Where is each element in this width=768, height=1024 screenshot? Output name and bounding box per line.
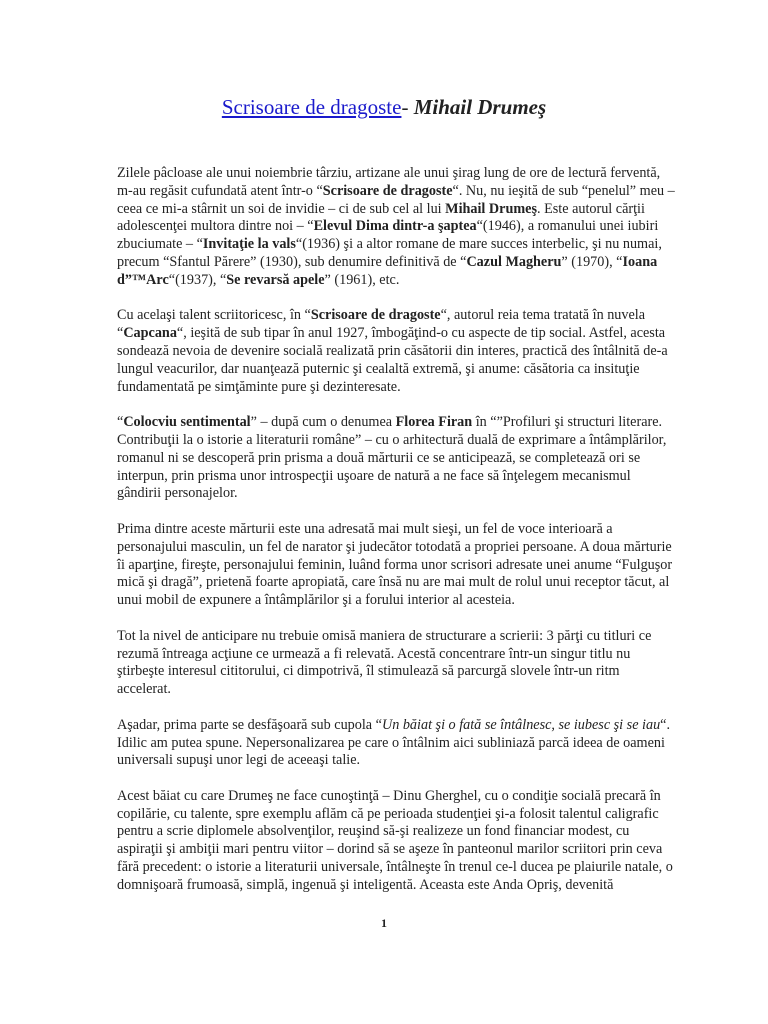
- bold-text: Scrisoare de dragoste: [322, 182, 453, 199]
- paragraph: [117, 521, 677, 610]
- paragraph-text: Zilele pâcloase ale unui noiembrie târziu, artizane ale unui şirag lung de ore de lectură ferventă, m-au regăsit cufundată atent într-o “: [117, 165, 661, 199]
- title-dash: -: [401, 95, 409, 119]
- paragraph-text: Cu acelaşi talent scriitoricesc, în “: [117, 307, 311, 324]
- paragraph: [117, 788, 677, 895]
- body-text: [117, 165, 677, 912]
- bold-text: Mihail Drumeş: [445, 200, 537, 217]
- paragraph-text: Aşadar, prima parte se desfăşoară sub cupola “: [117, 716, 382, 733]
- bold-text: Cazul Magheru: [466, 253, 562, 270]
- paragraph-text: “, autorul reia tema tratată în nuvela “: [117, 307, 646, 342]
- page-number: 1: [381, 916, 387, 930]
- page-title: [0, 94, 768, 120]
- paragraph: [117, 165, 677, 290]
- paragraph-text: Tot la nivel de anticipare nu trebuie omisă maniera de structurare a scrierii: 3 părţi cu titluri ce rezumă întreaga acţiune ce urmează a fi relevată. Acestă concentrare într-un singur titlu nu ştirbeşte interesul cititorului, ci dimpotrivă, îl stimulează să parcurgă slovele într-un ritm accelerat.: [117, 627, 652, 698]
- bold-text: Colocviu sentimental: [123, 414, 251, 431]
- paragraph-text: . Este autorul cărţii adolescenţei multora dintre noi – “: [117, 200, 645, 235]
- paragraph-text: ” (1961), etc.: [324, 271, 400, 288]
- bold-text: Scrisoare de dragoste: [310, 307, 441, 324]
- paragraph-text: “(1937), “: [168, 271, 227, 288]
- bold-text: Se revarsă apele: [226, 271, 325, 288]
- paragraph-text: “, ieşită de sub tipar în anul 1927, îmbogăţind-o cu aspecte de tip social. Astfel, acesta sondează nevoia de devenire socială realizată prin căsătorii din interes, practică des întâlnită de-a lungul veacurilor, dar nuanţează puternic şi cealaltă extremă, şi anume: căsătoria ca insituţie fundamentată pe simţăminte pure şi dezinteresate.: [117, 325, 668, 395]
- paragraph-text: “(1946), a romanului unei iubiri zbuciumate – “: [117, 218, 659, 253]
- bold-text: Ioana d”™Arc: [117, 253, 658, 288]
- title-link[interactable]: Scrisoare de dragoste: [221, 95, 402, 119]
- paragraph: [117, 307, 677, 396]
- paragraph: [117, 717, 677, 770]
- paragraph: [117, 414, 677, 503]
- paragraph-text: “(1936) şi a altor romane de mare succes interbelic, şi nu numai, precum “Sfantul Părere” (1930), sub denumire definitivă de “: [117, 236, 662, 270]
- paragraph-text: “. Nu, nu ieşită de sub “penelul” meu – ceea ce mi-a stârnit un soi de invidie – ci de sub cel al lui: [117, 182, 675, 217]
- title-author: Mihail Drumeş: [413, 95, 547, 119]
- bold-text: Elevul Dima dintr-a şaptea: [313, 218, 477, 235]
- bold-text: Florea Firan: [395, 414, 473, 431]
- paragraph-text: ” (1970), “: [561, 253, 623, 270]
- paragraph-text: ” – după cum o denumea: [250, 414, 396, 431]
- paragraph: [117, 628, 677, 699]
- paragraph-text: în “”Profiluri şi structuri literare. Contribuţii la o istorie a literaturii române” – cu o arhitectură duală de exprimare a întâmplărilor, romanul ni se descoperă prin prisma a două mărturii ce se anticipează, se completează ori se interpun, prin prisma unor introspecţii uşoare de natură a ne face să înţelegem mecanismul gândirii personajelor.: [117, 414, 667, 502]
- bold-text: Capcana: [123, 325, 177, 342]
- paragraph-text: “. Idilic am putea spune. Nepersonalizarea pe care o întâlnim aici subliniază parcă ideea de oameni universali supuşi unor legi de aceeaşi talie.: [117, 716, 671, 769]
- paragraph-text: “: [117, 414, 124, 431]
- italic-text: Un băiat şi o fată se întâlnesc, se iubesc şi se iau: [381, 716, 661, 733]
- bold-text: Invitaţie la vals: [202, 236, 296, 253]
- paragraph-text: Prima dintre aceste mărturii este una adresată mai mult sieşi, un fel de voce interioară a personajului masculin, un fel de narator şi judecător totodată a propriei persoane. A doua mărturie îi aparţine, fireşte, personajului feminin, luând forma unor scrisori adresate unei anume “Fulguşor mică şi dragă”, prietenă foarte apropiată, care însă nu are mai mult de rolul unui receptor tăcut, al unui mobil de expunere a întâmplărilor şi a forului interior al acesteia.: [117, 520, 673, 609]
- paragraph-text: Acest băiat cu care Drumeş ne face cunoştinţă – Dinu Gherghel, cu o condiţie socială precară în copilărie, cu talente, spre exemplu aflăm că pe perioada studenţiei şi-a folosit talentul caligrafic pentru a scrie diplomele absolvenţilor, reuşind să-şi realizeze un fond financiar modest, cu aspiraţii şi ambiţii mari pentru viitor – dorind să se aşeze în panteonul marilor scriitori prin ceva fără precedent: o istorie a literaturii universale, întâlneşte în trenul ce-l ducea pe plaiurile natale, o domnişoară frumoasă, simplă, ingenuă şi inteligentă. Aceasta este Anda Opriş, devenită: [117, 787, 673, 893]
